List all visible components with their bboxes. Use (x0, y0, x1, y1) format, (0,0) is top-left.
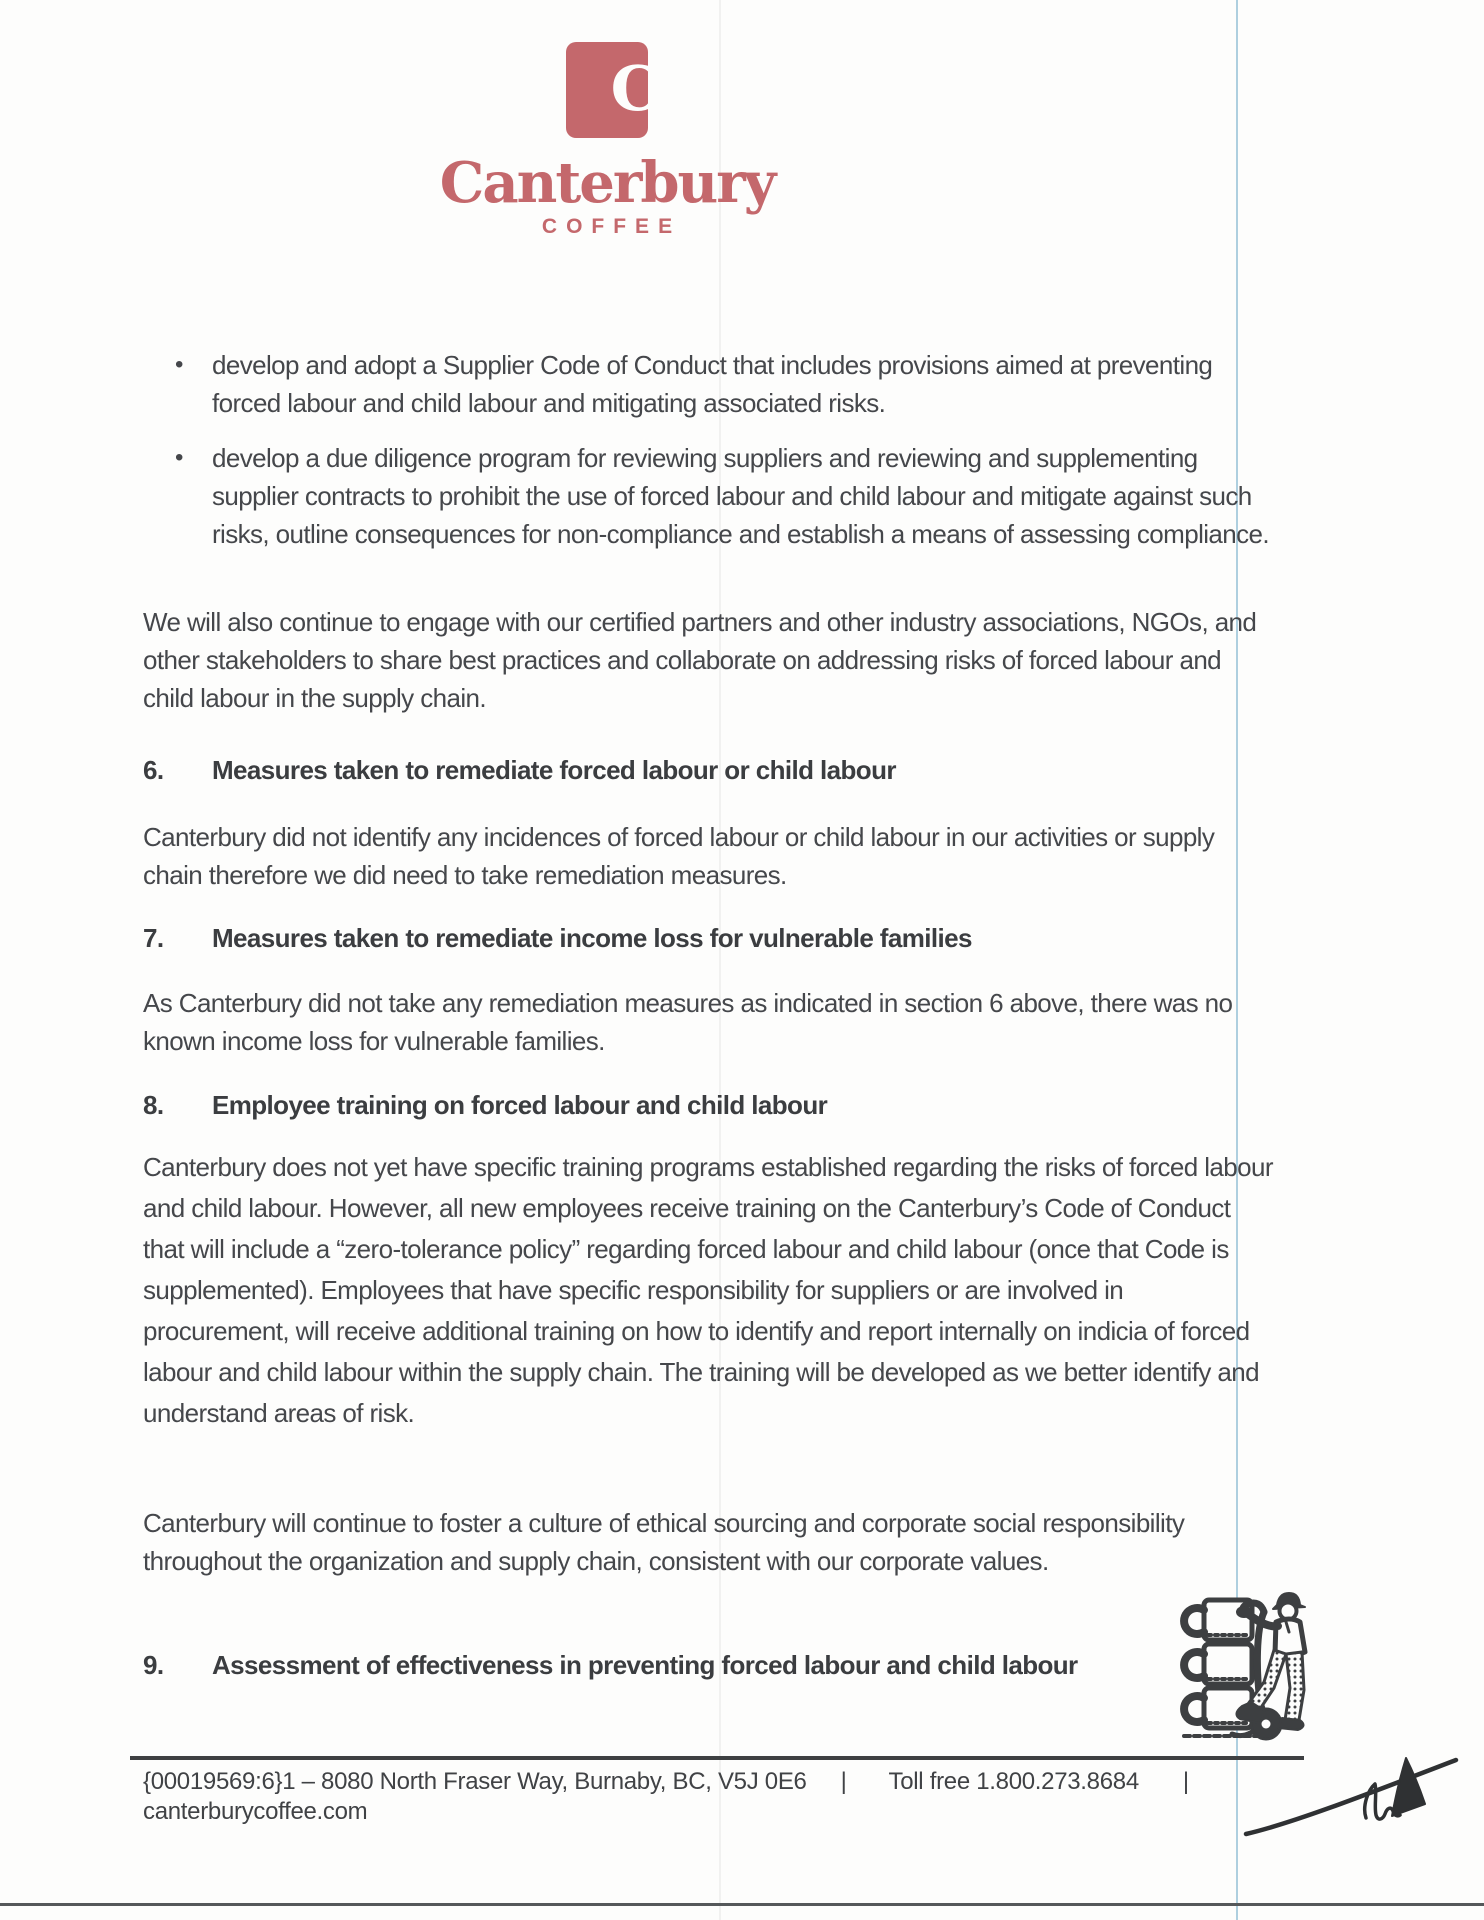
scan-crease-line (719, 0, 721, 1920)
brand-subtitle: COFFEE (541, 215, 682, 238)
section-title: Measures taken to remediate forced labour or child labour (212, 755, 896, 785)
pen-scribble-mark (1238, 1748, 1463, 1848)
bullet-dot-icon: • (175, 351, 183, 378)
section-heading-7 (143, 919, 1272, 957)
footer-divider-rule (130, 1756, 1304, 1760)
canterbury-coffee-logo (397, 42, 817, 239)
paragraph-engagement: We will also continue to engage with our certified partners and other industry associations, NGOs, and other stakeholders to share best practices and collaborate on addressing risks of forced labour and child labour in the supply chain. (143, 607, 1257, 713)
section-title: Assessment of effectiveness in preventing forced labour and child labour (212, 1650, 1078, 1680)
section-title: Employee training on forced labour and child labour (212, 1090, 828, 1120)
section-8-paragraph-2: Canterbury will continue to foster a culture of ethical sourcing and corporate social responsibility throughout the organization and supply chain, consistent with our corporate values. (143, 1508, 1185, 1576)
coffee-cup-logo-icon (566, 42, 660, 138)
footer-toll-free: Toll free 1.800.273.8684 (888, 1768, 1139, 1795)
brand-wordmark: Canterbury (439, 150, 775, 216)
bullet-item-supplier-code (143, 346, 1273, 422)
section-6-paragraph: Canterbury did not identify any incidences of forced labour or child labour in our activities or supply chain therefore we did need to take remediation measures. (143, 822, 1215, 890)
footer-separator: | (1182, 1768, 1189, 1795)
section-heading-9 (143, 1646, 1112, 1684)
section-title: Measures taken to remediate income loss for vulnerable families (212, 923, 972, 953)
footer-separator: | (840, 1768, 847, 1795)
bullet-item-due-diligence (143, 439, 1273, 553)
section-8-paragraph-1: Canterbury does not yet have specific training programs established regarding the risks of forced labour and child labour. However, all new employees receive training on the Canterbury’s Code of Conduct that will include a “zero-tolerance policy” regarding forced labour and child labour (once that Code is supplemented). Employees that have specific responsibility for suppliers or are involved in procurement, will receive additional training on how to identify and report internally on indicia of forced labour and child labour within the supply chain. The training will be developed as we better identify and understand areas of risk. (143, 1152, 1273, 1428)
section-number: 6. (143, 755, 164, 785)
bullet-text: develop a due diligence program for reviewing suppliers and reviewing and supplementing supplier contracts to prohibit the use of forced labour and child labour and mitigate against such risks, outline consequences for non-compliance and establish a means of assessing compliance. (212, 443, 1270, 549)
bullet-dot-icon: • (175, 444, 183, 471)
bullet-text: develop and adopt a Supplier Code of Conduct that includes provisions aimed at preventing forced labour and child labour and mitigating associated risks. (212, 350, 1213, 418)
section-7-paragraph: As Canterbury did not take any remediation measures as indicated in section 6 above, there was no known income loss for vulnerable families. (143, 988, 1233, 1056)
section-number: 8. (143, 1090, 164, 1120)
section-heading-6 (143, 751, 1272, 789)
hand-truck-mugs-illustration (1178, 1590, 1310, 1748)
logo-letter-c: C (610, 52, 660, 125)
section-heading-8 (143, 1086, 1272, 1124)
footer-reference-address: {00019569:6}1 – 8080 North Fraser Way, Burnaby, BC, V5J 0E6 (143, 1768, 807, 1795)
scan-edge-line (0, 1903, 1484, 1906)
footer-address-line (143, 1767, 1189, 1797)
footer-website: canterburycoffee.com (143, 1798, 368, 1825)
section-number: 7. (143, 923, 164, 953)
section-number: 9. (143, 1650, 164, 1680)
